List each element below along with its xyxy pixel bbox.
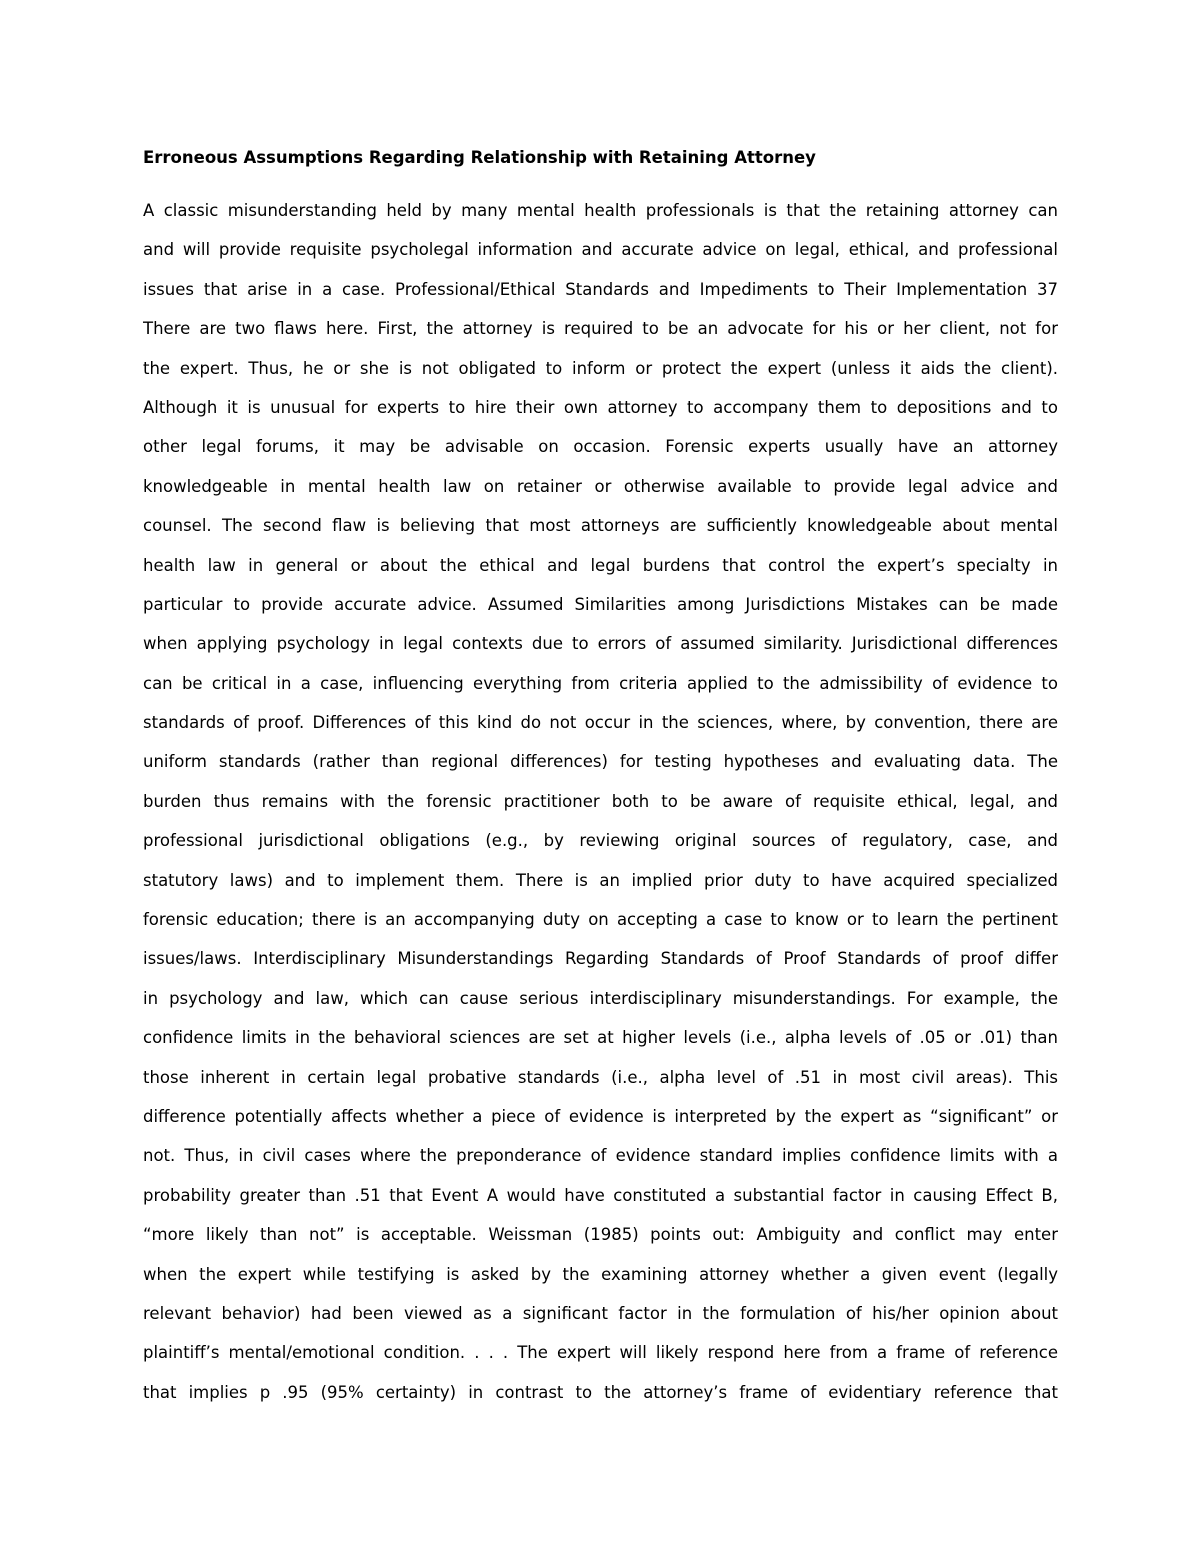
body-line: professional jurisdictional obligations (e.g., by reviewing original sources of regulatory, case, and — [143, 831, 1058, 851]
body-line: forensic education; there is an accompanying duty on accepting a case to know or to learn the pertinent — [143, 910, 1058, 930]
body-line: when applying psychology in legal contexts due to errors of assumed similarity. Jurisdictional differences — [143, 634, 1058, 654]
body-line: that implies p .95 (95% certainty) in contrast to the attorney’s frame of evidentiary reference that — [143, 1382, 1058, 1402]
body-line: plaintiff’s mental/emotional condition. . . . The expert will likely respond here from a frame of reference — [143, 1343, 1058, 1363]
body-line: when the expert while testifying is asked by the examining attorney whether a given event (legally — [143, 1264, 1058, 1284]
body-line: statutory laws) and to implement them. There is an implied prior duty to have acquired specialized — [143, 870, 1058, 890]
body-line: the expert. Thus, he or she is not obligated to inform or protect the expert (unless it aids the client). — [143, 358, 1058, 378]
body-line: other legal forums, it may be advisable on occasion. Forensic experts usually have an attorney — [143, 437, 1058, 457]
body-line: standards of proof. Differences of this kind do not occur in the sciences, where, by convention, there are — [143, 713, 1058, 733]
body-line: not. Thus, in civil cases where the preponderance of evidence standard implies confidence limits with a — [143, 1146, 1058, 1166]
body-line: in psychology and law, which can cause serious interdisciplinary misunderstandings. For example, the — [143, 988, 1058, 1008]
body-line: relevant behavior) had been viewed as a significant factor in the formulation of his/her opinion about — [143, 1303, 1058, 1323]
body-line: knowledgeable in mental health law on retainer or otherwise available to provide legal advice and — [143, 476, 1058, 496]
body-line: Although it is unusual for experts to hire their own attorney to accompany them to depositions and to — [143, 397, 1058, 417]
body-line: can be critical in a case, influencing everything from criteria applied to the admissibility of evidence to — [143, 673, 1058, 693]
body-line: A classic misunderstanding held by many mental health professionals is that the retaining attorney can — [143, 201, 1058, 220]
body-line: health law in general or about the ethical and legal burdens that control the expert’s specialty in — [143, 555, 1058, 575]
document-body — [143, 196, 1058, 1417]
body-line: counsel. The second flaw is believing that most attorneys are sufficiently knowledgeable about mental — [143, 516, 1058, 536]
document-heading: Erroneous Assumptions Regarding Relationship with Retaining Attorney — [143, 148, 816, 167]
body-line: issues/laws. Interdisciplinary Misunderstandings Regarding Standards of Proof Standards of proof differ — [143, 949, 1058, 969]
body-line: There are two flaws here. First, the attorney is required to be an advocate for his or her client, not for — [143, 319, 1058, 339]
body-line: those inherent in certain legal probative standards (i.e., alpha level of .51 in most civil areas). This — [143, 1067, 1058, 1087]
body-line: probability greater than .51 that Event A would have constituted a substantial factor in causing Effect B, — [143, 1185, 1058, 1205]
body-line: difference potentially affects whether a piece of evidence is interpreted by the expert as “significant” or — [143, 1106, 1058, 1126]
body-line: burden thus remains with the forensic practitioner both to be aware of requisite ethical, legal, and — [143, 791, 1058, 811]
body-line: and will provide requisite psycholegal information and accurate advice on legal, ethical, and professional — [143, 240, 1058, 260]
body-line: issues that arise in a case. Professional/Ethical Standards and Impediments to Their Implementation 37 — [143, 279, 1058, 299]
body-line: “more likely than not” is acceptable. Weissman (1985) points out: Ambiguity and conflict may enter — [143, 1225, 1058, 1245]
body-line: uniform standards (rather than regional differences) for testing hypotheses and evaluating data. The — [143, 752, 1058, 772]
body-line: confidence limits in the behavioral sciences are set at higher levels (i.e., alpha levels of .05 or .01) than — [143, 1028, 1058, 1048]
body-line: particular to provide accurate advice. Assumed Similarities among Jurisdictions Mistakes can be made — [143, 594, 1058, 614]
